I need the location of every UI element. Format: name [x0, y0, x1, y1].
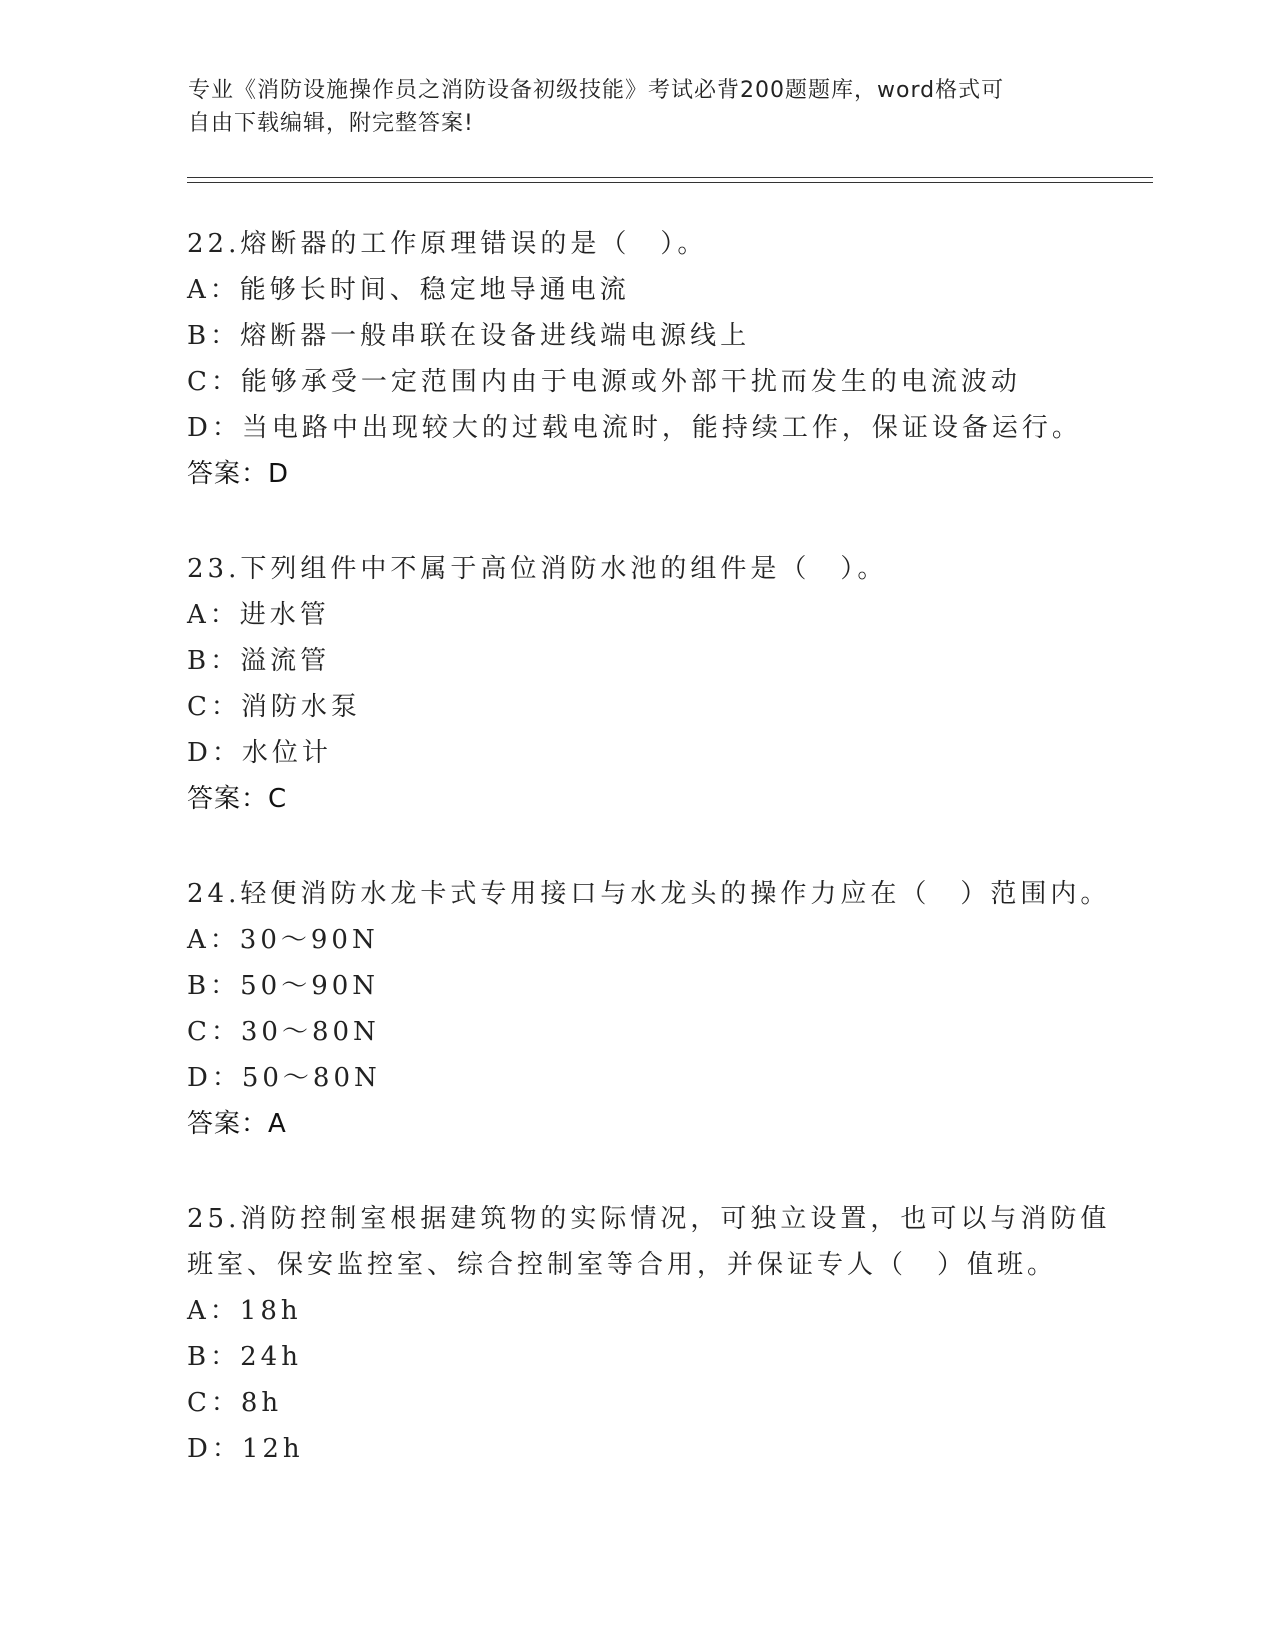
- question-stem: 22.熔断器的工作原理错误的是（ ）。: [187, 229, 708, 259]
- option-b: B：熔断器一般串联在设备进线端电源线上: [187, 321, 751, 351]
- header-divider-top: [187, 177, 1153, 178]
- question-stem-line-1: 25.消防控制室根据建筑物的实际情况，可独立设置，也可以与消防值: [187, 1204, 1111, 1234]
- option-b: B：24h: [187, 1342, 302, 1372]
- option-a: A：能够长时间、稳定地导通电流: [187, 275, 630, 305]
- option-b: B：溢流管: [187, 646, 331, 676]
- answer-label: 答案：D: [187, 459, 290, 489]
- question-stem-line-2: 班室、保安监控室、综合控制室等合用，并保证专人（ ）值班。: [187, 1250, 1058, 1280]
- option-c: C：8h: [187, 1388, 283, 1418]
- option-d: D：50～80N: [187, 1063, 381, 1093]
- option-d: D：12h: [187, 1434, 304, 1464]
- question-stem: 24.轻便消防水龙卡式专用接口与水龙头的操作力应在（ ）范围内。: [187, 879, 1111, 909]
- option-c: C：能够承受一定范围内由于电源或外部干扰而发生的电流波动: [187, 367, 1021, 397]
- header-divider-bottom: [187, 182, 1153, 183]
- option-c: C：消防水泵: [187, 692, 361, 722]
- answer-label: 答案：A: [187, 1109, 287, 1139]
- option-d: D：水位计: [187, 738, 332, 768]
- option-d: D：当电路中出现较大的过载电流时，能持续工作，保证设备运行。: [187, 413, 1082, 443]
- header-line-2: 自由下载编辑，附完整答案!: [188, 111, 474, 136]
- option-c: C：30～80N: [187, 1017, 380, 1047]
- header-line-1: 专业《消防设施操作员之消防设备初级技能》考试必背200题题库，word格式可: [188, 78, 1005, 103]
- question-25: [187, 1196, 1111, 1472]
- option-a: A：30～90N: [187, 925, 379, 955]
- question-stem: 23.下列组件中不属于高位消防水池的组件是（ ）。: [187, 554, 888, 584]
- question-23: [187, 546, 1087, 822]
- answer-label: 答案：C: [187, 784, 288, 814]
- option-a: A：18h: [187, 1296, 302, 1326]
- option-a: A：进水管: [187, 600, 330, 630]
- option-b: B：50～90N: [187, 971, 380, 1001]
- document-header: [188, 74, 1088, 140]
- question-24: [187, 871, 1111, 1147]
- question-22: [187, 221, 1087, 497]
